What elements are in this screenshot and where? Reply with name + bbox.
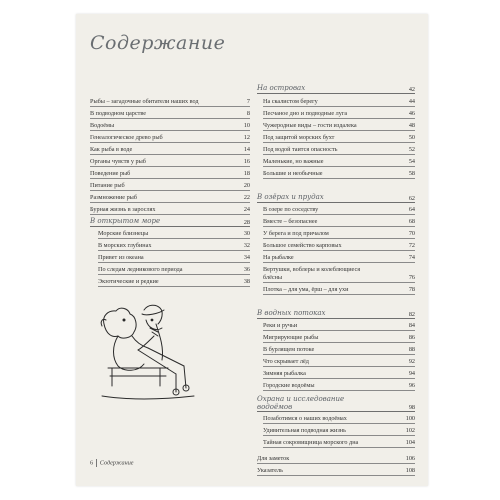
toc-entry-title: Как рыба в воде bbox=[90, 146, 133, 153]
toc-entry[interactable] bbox=[90, 157, 250, 167]
toc-entry-page: 58 bbox=[408, 170, 415, 177]
toc-entry-title: Плотка – для ума, ёрш – для ухи bbox=[263, 286, 349, 293]
toc-entry-page: 104 bbox=[405, 439, 415, 446]
toc-entry-page: 38 bbox=[243, 278, 250, 285]
toc-entry-page: 102 bbox=[405, 427, 415, 434]
toc-entry-page: 74 bbox=[408, 254, 415, 261]
toc-entry[interactable] bbox=[263, 265, 415, 283]
toc-entry-page: 68 bbox=[408, 218, 415, 225]
toc-entry-page: 100 bbox=[405, 415, 415, 422]
toc-entry-title: Мигрирующие рыбы bbox=[263, 334, 319, 341]
toc-entry-title: Позаботимся о наших водоёмах bbox=[263, 415, 347, 422]
toc-entry[interactable] bbox=[263, 357, 415, 367]
section-heading-protection[interactable] bbox=[257, 393, 415, 412]
toc-entry[interactable] bbox=[90, 97, 250, 107]
toc-entry[interactable] bbox=[263, 321, 415, 331]
toc-entry[interactable] bbox=[90, 169, 250, 179]
toc-entry-title: Бурная жизнь в зарослях bbox=[90, 206, 156, 213]
toc-entry-page: 48 bbox=[408, 122, 415, 129]
toc-entry-title: Для заметок bbox=[257, 455, 290, 462]
toc-entry[interactable] bbox=[263, 217, 415, 227]
toc-entry[interactable] bbox=[98, 229, 250, 239]
section-heading-open-sea[interactable] bbox=[90, 216, 250, 227]
toc-entry-title: В бурлящем потоке bbox=[263, 346, 315, 353]
toc-entry-page: 88 bbox=[408, 346, 415, 353]
toc-entry-title: Песчаное дно и подводные луга bbox=[263, 110, 348, 117]
section-heading-page: 98 bbox=[408, 404, 415, 411]
section-heading-page: 62 bbox=[408, 195, 415, 202]
toc-entry[interactable] bbox=[98, 241, 250, 251]
toc-entry-title: По следам ледникового периода bbox=[98, 266, 183, 273]
toc-entry[interactable] bbox=[263, 438, 415, 448]
toc-entry-page: 108 bbox=[405, 467, 415, 474]
toc-entry-page: 54 bbox=[408, 158, 415, 165]
toc-entry-title: Генеалогическое древо рыб bbox=[90, 134, 163, 141]
toc-entry[interactable] bbox=[263, 169, 415, 179]
toc-entry-page: 14 bbox=[243, 146, 250, 153]
toc-entry[interactable] bbox=[263, 253, 415, 263]
toc-entry-title: Привет из океана bbox=[98, 254, 144, 261]
toc-entry[interactable] bbox=[263, 241, 415, 251]
toc-entry-title: Водоёмы bbox=[90, 122, 115, 129]
section-heading-title: Охрана и исследование водоёмов bbox=[257, 395, 345, 411]
toc-entry[interactable] bbox=[263, 333, 415, 343]
toc-entry[interactable] bbox=[263, 145, 415, 155]
toc-entry-page: 72 bbox=[408, 242, 415, 249]
toc-entry-page: 52 bbox=[408, 146, 415, 153]
toc-entry-title: В озере по соседству bbox=[263, 206, 319, 213]
toc-entry[interactable] bbox=[263, 381, 415, 391]
toc-entry-page: 30 bbox=[243, 230, 250, 237]
section-heading-islands[interactable] bbox=[257, 83, 415, 94]
section-heading-page: 42 bbox=[408, 86, 415, 93]
toc-entry-title: Питание рыб bbox=[90, 182, 125, 189]
toc-entry-page: 84 bbox=[408, 322, 415, 329]
toc-entry[interactable] bbox=[263, 414, 415, 424]
toc-entry[interactable] bbox=[98, 277, 250, 287]
toc-entry-title: Рыбы – загадочные обитатели наших вод bbox=[90, 98, 199, 105]
toc-entry-title: Под защитой морских бухт bbox=[263, 134, 335, 141]
toc-entry-page: 78 bbox=[408, 286, 415, 293]
toc-entry[interactable] bbox=[90, 121, 250, 131]
toc-entry-title: Поведение рыб bbox=[90, 170, 131, 177]
toc-entry-title: Под водой таится опасность bbox=[263, 146, 338, 153]
toc-entry[interactable] bbox=[263, 157, 415, 167]
toc-entry[interactable] bbox=[263, 426, 415, 436]
toc-entry[interactable] bbox=[90, 205, 250, 215]
section-heading-title: В открытом море bbox=[90, 217, 161, 225]
section-heading-title: На островах bbox=[257, 84, 306, 92]
section-heading-streams[interactable] bbox=[257, 308, 415, 319]
toc-entry-page: 76 bbox=[408, 274, 415, 281]
toc-entry[interactable] bbox=[90, 181, 250, 191]
toc-entry-page: 106 bbox=[405, 455, 415, 462]
toc-entry-title: Морские близнецы bbox=[98, 230, 149, 237]
footer-divider bbox=[96, 459, 97, 467]
toc-entry[interactable] bbox=[263, 285, 415, 295]
toc-entry[interactable] bbox=[263, 229, 415, 239]
toc-entry-page: 86 bbox=[408, 334, 415, 341]
toc-entry[interactable] bbox=[263, 133, 415, 143]
toc-entry-title: У берега и под причалом bbox=[263, 230, 329, 237]
page-title: Содержание bbox=[90, 32, 226, 54]
toc-entry[interactable] bbox=[90, 145, 250, 155]
page-footer bbox=[90, 459, 134, 467]
toc-entry-index[interactable] bbox=[257, 466, 415, 476]
toc-entry-title: Органы чувств у рыб bbox=[90, 158, 146, 165]
toc-entry-page: 96 bbox=[408, 382, 415, 389]
book-page bbox=[76, 14, 428, 486]
toc-entry[interactable] bbox=[90, 109, 250, 119]
footer-page-number: 6 bbox=[90, 459, 94, 467]
toc-entry-page: 12 bbox=[243, 134, 250, 141]
toc-entry-title: Вертушки, воблеры и колеблющиеся блёсны bbox=[263, 266, 361, 281]
section-heading-lakes[interactable] bbox=[257, 192, 415, 203]
section-heading-title: В озёрах и прудах bbox=[257, 193, 324, 201]
toc-entry[interactable] bbox=[263, 109, 415, 119]
toc-entry[interactable] bbox=[263, 121, 415, 131]
toc-entry[interactable] bbox=[98, 265, 250, 275]
toc-entry-page: 36 bbox=[243, 266, 250, 273]
toc-entry[interactable] bbox=[263, 369, 415, 379]
toc-entry-page: 20 bbox=[243, 182, 250, 189]
section-heading-page: 28 bbox=[243, 219, 250, 226]
toc-entry-title: Экзотические и редкие bbox=[98, 278, 159, 285]
toc-entry-title: Большое семейство карповых bbox=[263, 242, 342, 249]
toc-entry-page: 70 bbox=[408, 230, 415, 237]
toc-entry-notes[interactable] bbox=[257, 454, 415, 464]
toc-entry-title: Что скрывает лёд bbox=[263, 358, 309, 365]
toc-entry[interactable] bbox=[263, 97, 415, 107]
toc-entry-page: 46 bbox=[408, 110, 415, 117]
toc-entry-page: 50 bbox=[408, 134, 415, 141]
toc-entry-page: 22 bbox=[243, 194, 250, 201]
toc-entry-page: 18 bbox=[243, 170, 250, 177]
toc-entry-page: 34 bbox=[243, 254, 250, 261]
toc-entry-title: Размножение рыб bbox=[90, 194, 137, 201]
toc-entry-title: Большие и необычные bbox=[263, 170, 323, 177]
footer-title: Содержание bbox=[99, 459, 134, 467]
toc-entry-page: 16 bbox=[243, 158, 250, 165]
toc-entry-page: 24 bbox=[243, 206, 250, 213]
toc-entry-title: В морских глубинах bbox=[98, 242, 152, 249]
toc-entry-title: Тайная сокровищница морского дна bbox=[263, 439, 359, 446]
toc-entry-title: На рыбалке bbox=[263, 254, 294, 261]
toc-entry-page: 94 bbox=[408, 370, 415, 377]
toc-entry-title: Маленькие, но важные bbox=[263, 158, 324, 165]
toc-entry[interactable] bbox=[263, 345, 415, 355]
toc-entry-page: 32 bbox=[243, 242, 250, 249]
toc-entry-title: На скалистом берегу bbox=[263, 98, 318, 105]
toc-entry-title: Зимняя рыбалка bbox=[263, 370, 306, 377]
toc-entry-title: Реки и ручьи bbox=[263, 322, 298, 329]
toc-entry-page: 10 bbox=[243, 122, 250, 129]
toc-entry-page: 7 bbox=[246, 98, 250, 105]
toc-entry-page: 8 bbox=[246, 110, 250, 117]
toc-entry[interactable] bbox=[90, 133, 250, 143]
toc-entry-page: 64 bbox=[408, 206, 415, 213]
section-heading-title: В водных потоках bbox=[257, 309, 326, 317]
toc-entry-page: 44 bbox=[408, 98, 415, 105]
section-heading-page: 82 bbox=[408, 311, 415, 318]
moomin-fishing-illustration bbox=[98, 296, 198, 416]
toc-entry-title: Указатель bbox=[257, 467, 283, 474]
toc-entry-title: В подводном царстве bbox=[90, 110, 146, 117]
toc-entry-title: Удивительная подводная жизнь bbox=[263, 427, 346, 434]
toc-entry-title: Чужеродные виды – гости издалека bbox=[263, 122, 357, 129]
toc-entry[interactable] bbox=[90, 193, 250, 203]
toc-entry-title: Вместе – безопаснее bbox=[263, 218, 318, 225]
toc-entry-page: 92 bbox=[408, 358, 415, 365]
toc-entry-title: Городские водоёмы bbox=[263, 382, 315, 389]
toc-entry[interactable] bbox=[98, 253, 250, 263]
toc-entry[interactable] bbox=[263, 205, 415, 215]
